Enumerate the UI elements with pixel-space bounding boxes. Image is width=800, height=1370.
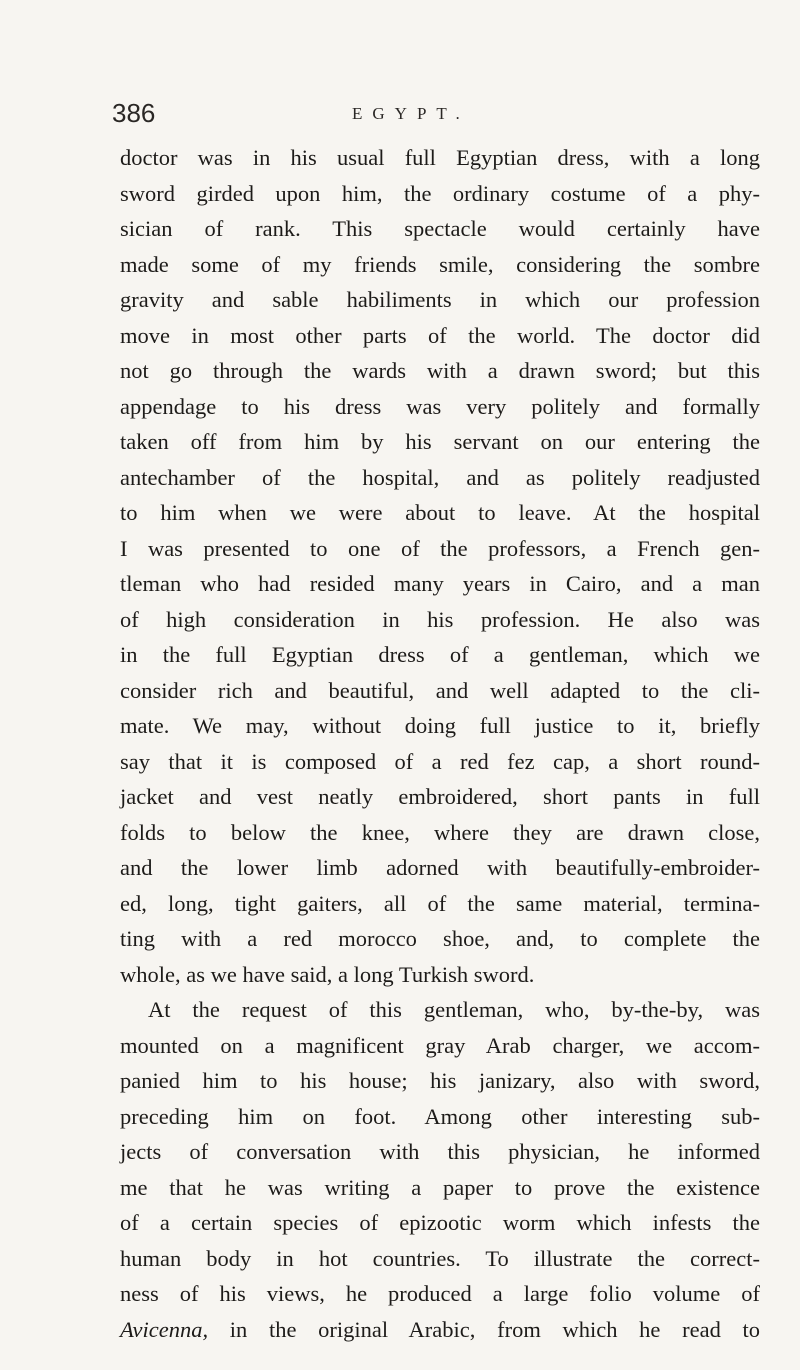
text-line: not go through the wards with a drawn sword; but this	[120, 358, 760, 383]
text-line: move in most other parts of the world. The doctor did	[120, 322, 760, 348]
italic-title: Avicenna,	[120, 1316, 209, 1342]
text-line: taken off from him by his servant on our entering the	[120, 429, 760, 454]
text-line: sword girded upon him, the ordinary costume of a phy-	[120, 180, 760, 206]
text-line: in the full Egyptian dress of a gentleman, which we	[120, 642, 760, 667]
text-line: ness of his views, he produced a large folio volume of	[120, 1281, 760, 1306]
text-line: of a certain species of epizootic worm which infests the	[120, 1210, 760, 1235]
text-line: mate. We may, without doing full justice to it, briefly	[120, 713, 760, 738]
text-line: jects of conversation with this physician, he informed	[120, 1139, 760, 1164]
text-line: tleman who had resided many years in Cairo, and a man	[120, 571, 760, 596]
text-line: made some of my friends smile, considering the sombre	[120, 251, 760, 277]
text-line: me that he was writing a paper to prove the existence	[120, 1174, 760, 1200]
text-line: to him when we were about to leave. At the hospital	[120, 500, 760, 525]
text-line: panied him to his house; his janizary, also with sword,	[120, 1068, 760, 1093]
page-number: 386	[112, 98, 156, 128]
text-line-rest: in the original Arabic, from which he read to	[208, 1316, 760, 1342]
text-line: sician of rank. This spectacle would certainly have	[120, 216, 760, 241]
text-line: At the request of this gentleman, who, by-the-by, was	[148, 997, 760, 1022]
text-line: appendage to his dress was very politely and formally	[120, 393, 760, 419]
body-text	[120, 140, 760, 1347]
text-line: of high consideration in his profession. He also was	[120, 606, 760, 632]
text-line: folds to below the knee, where they are drawn close,	[120, 819, 760, 845]
text-line: mounted on a magnificent gray Arab charger, we accom-	[120, 1032, 760, 1058]
text-line: antechamber of the hospital, and as politely readjusted	[120, 464, 760, 490]
text-line: I was presented to one of the professors, a French gen-	[120, 535, 760, 561]
text-line: and the lower limb adorned with beautifully-embroider-	[120, 855, 760, 880]
text-line: ting with a red morocco shoe, and, to complete the	[120, 926, 760, 951]
text-line: preceding him on foot. Among other interesting sub-	[120, 1103, 760, 1129]
text-line: consider rich and beautiful, and well adapted to the cli-	[120, 677, 760, 703]
text-line: doctor was in his usual full Egyptian dress, with a long	[120, 145, 760, 170]
text-line: jacket and vest neatly embroidered, short pants in full	[120, 784, 760, 809]
text-line: say that it is composed of a red fez cap, a short round-	[120, 748, 760, 774]
page-header	[0, 92, 800, 132]
text-line-final	[120, 1312, 760, 1348]
running-head: EGYPT.	[352, 104, 470, 123]
text-line: gravity and sable habiliments in which our profession	[120, 287, 760, 312]
text-line: whole, as we have said, a long Turkish sword.	[120, 961, 535, 987]
text-line: ed, long, tight gaiters, all of the same material, termina-	[120, 890, 760, 916]
text-line: human body in hot countries. To illustrate the correct-	[120, 1245, 760, 1271]
